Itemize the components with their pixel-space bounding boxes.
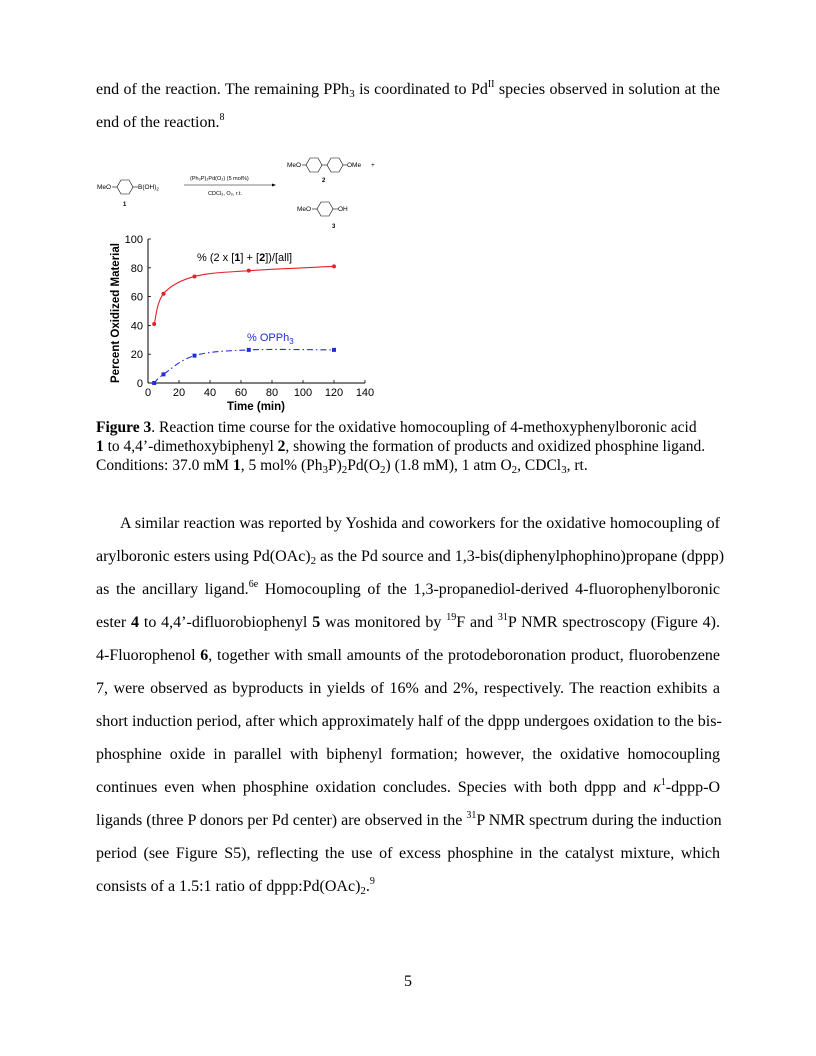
reactant-methoxy-label: MeO	[97, 184, 112, 191]
benzene-ring	[317, 202, 333, 216]
x-axis-label: Time (min)	[227, 401, 285, 413]
data-point	[332, 264, 336, 268]
top-paragraph	[96, 73, 720, 139]
y-tick-label: 40	[130, 320, 143, 333]
data-point	[193, 274, 197, 278]
data-point	[152, 381, 156, 385]
series-line-1	[154, 349, 334, 383]
reaction-conditions-2: CDCl₃, O₂, r.t.	[208, 191, 243, 197]
series-label-total-oxidized: % (2 x [1] + [2])/[all]	[197, 252, 293, 264]
caption-line: 1 to 4,4’-dimethoxybiphenyl 2, showing the formation of products and oxidized phosphine ligand.	[96, 438, 706, 455]
product2-methoxy-right: OMe	[347, 162, 362, 169]
data-point	[152, 322, 156, 326]
y-tick-label: 0	[136, 378, 143, 390]
y-tick-label: 60	[130, 291, 143, 304]
text-line: continues even when phosphine oxidation concludes. Species with both dppp and $\kappa^1-dppp-O$	[96, 777, 720, 796]
data-point	[247, 269, 251, 273]
x-tick-label: 100	[293, 387, 313, 399]
data-point	[247, 348, 251, 352]
text-line: A similar reaction was reported by Yoshida and coworkers for the oxidative homocoupling of	[120, 515, 720, 532]
benzene-ring	[327, 158, 343, 172]
text-line: 4-Fluorophenol 6, together with small amounts of the protodeboronation product, fluorobenzene	[96, 647, 721, 664]
text-line: ligands (three P donors per Pd center) are observed in the $^{31}$P NMR spectrum during the induction	[96, 810, 722, 829]
chart-series	[152, 264, 336, 385]
product3-methoxy-label: MeO	[297, 206, 312, 213]
text-line: period (see Figure S5), reflecting the use of excess phosphine in the catalyst mixture, which	[96, 845, 720, 862]
boronic-acid-label: $B(OH)_2$	[138, 184, 159, 192]
x-tick-label: 80	[265, 387, 279, 399]
x-tick-label: 140	[355, 387, 375, 399]
y-tick-label: 100	[124, 234, 143, 246]
text-line: as the ancillary ligand.$^{6e}$ Homocoupling of the 1,3-propanediol-derived 4-fluorophenylboronic	[96, 579, 720, 598]
y-tick-label: 80	[130, 262, 143, 275]
data-point	[162, 292, 166, 296]
body-paragraph	[96, 507, 725, 903]
series-label-opph3: % OPPh$_3$	[247, 332, 294, 346]
caption-line: Conditions: 37.0 mM 1, 5 mol% $(Ph_3P)_2Pd(O_2)$ (1.8 mM), 1 atm $O_2$, CDCl$_3$, rt.	[96, 457, 588, 476]
x-tick-label: 20	[172, 387, 186, 399]
compound-number-3: 3	[332, 224, 336, 230]
benzene-ring	[306, 158, 322, 172]
y-axis-label: Percent Oxidized Material	[110, 243, 122, 383]
x-tick-label: 40	[203, 387, 217, 399]
x-tick-label: 60	[234, 387, 248, 399]
compound-number-1: 1	[123, 202, 127, 208]
x-tick-label: 120	[324, 387, 344, 399]
data-point	[193, 354, 197, 358]
x-tick-label: 0	[144, 387, 152, 399]
text-line: phosphine oxide in parallel with biphenyl formation; however, the oxidative homocoupling	[96, 746, 720, 763]
text-line: consists of a 1.5:1 ratio of $dppp:Pd(OAc)_2.^9$	[96, 876, 375, 897]
data-point	[332, 348, 336, 352]
text-line: arylboronic esters using $Pd(OAc)_2$ as the Pd source and 1,3-bis(diphenylphophino)propane (dppp)	[96, 548, 725, 567]
benzene-ring	[117, 180, 133, 194]
figure-caption	[96, 418, 720, 475]
data-point	[162, 372, 166, 376]
caption-line: Figure 3. Reaction time course for the oxidative homocoupling of 4-methoxyphenylboronic acid	[96, 419, 697, 436]
text-line: 7, were observed as byproducts in yields of 16% and 2%, respectively. The reaction exhibits a	[96, 680, 720, 697]
page-number: 5	[404, 973, 412, 990]
series-line-0	[154, 266, 334, 324]
text-line: end of the reaction. The remaining PPh$_3$ is coordinated to $Pd^{II}$ species observed in solution at the	[96, 79, 721, 100]
y-tick-label: 20	[130, 349, 143, 362]
product3-hydroxyl-label: OH	[338, 206, 348, 213]
reaction-time-course-chart	[92, 234, 392, 414]
text-line: ester 4 to 4,4’-difluorobiophenyl 5 was monitored by $^{19}$F and $^{31}$P NMR spectroscopy (Figure 4).	[96, 612, 721, 631]
reaction-scheme	[92, 148, 392, 238]
compound-number-2: 2	[322, 178, 326, 184]
plus-sign: +	[371, 162, 375, 169]
text-line: short induction period, after which approximately half of the dppp undergoes oxidation to the bis-	[96, 713, 722, 730]
text-line: end of the reaction.$^8$	[96, 112, 225, 131]
y-axis-ticks	[125, 234, 151, 390]
reaction-conditions-1: (Ph₃P)₂Pd(O₂) (5 mol%)	[190, 176, 249, 182]
product2-methoxy-left: MeO	[287, 162, 302, 169]
